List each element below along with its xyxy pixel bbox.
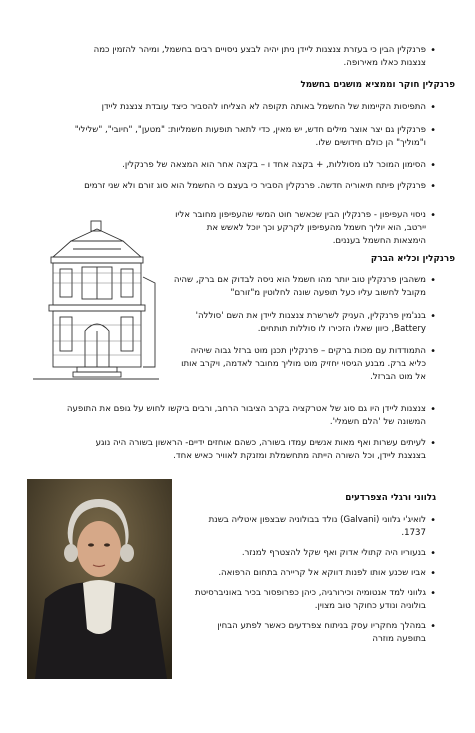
list-item: • בנג'מין פרנקלין, העניק לשרשרת צנצנות ליידן את השם 'סוללה' Battery, כיוון שאלו הזכירו לו סוללות תותחים. [172,310,436,336]
list-item: • התמודדות עם מכות ברקים – פרנקלין תכנן מוט ברזל גבוה שיהיה כליא ברק. מבנע הגיסוי יחזיק מוט מוליך מחובר לאדמה, ויקרב אותו אל מוט הברזל. [172,345,436,384]
section-heading-galvani: גלווני ורגלי הצפרדעים [345,493,436,503]
list-item: • צנצנות ליידן היו גם סוג של אטרקציה בקרב הציבור הרחב, ורבים ביקשו לחוש על גופם את התופעה המשונה של 'הלם חשמלי'. [66,403,436,429]
galvani-portrait [27,479,172,679]
intro-section [66,44,436,70]
section-heading-lightning: פרנקלין וכליא הברק [370,254,455,264]
list-item: • לעיתים עשרות ואף מאות אנשים עמדו בשורה, כשהם אוחזים ידיים- הראשון בשורה היה נוגע בצנצנת ליידן, וכל השורה הייתה מתחשמלת ומזנקת לאוויר כאיש אחד. [66,437,436,463]
list-item: • בנעוריו היה קתולי אדוק ואף שקל להצטרף למנזר. [186,547,436,560]
list-item: • התפיסות הקיימות של החשמל באותה תקופה לא הצליחו להסביר כיצד עובדת צנצנת ליידן [66,101,436,114]
section2-list-b [66,403,436,463]
list-item: • פרנקלין פיתח תיאוריה חדשה. פרנקלין הסביר כי בעצם כי החשמל הוא סוג זורם ולא שני זרמים [66,180,436,193]
section3-list [186,514,436,646]
list-item: • ניסוי העפיפון - פרנקלין הבין שכאשר חוט המשי שהעפיפון מחובר אליו יירטב, הוא יוליך חשמל מהעפיפון לקרקע וכך יוכל לאשש את הימצאות החשמל בעננים. [172,209,436,248]
list-item: • לואיג'י גלווני (Galvani) נולד בבולוניה שבצפון איטליה בשנת 1737. [186,514,436,540]
list-item: • פרנקלין גם יצר אוצר מילים חדש, יש מאין, כדי לתאר תופעות חשמליות: "מטען", "חיובי", "שלילי" ו"מוליך" הן כולם חידושים שלו. [66,124,436,150]
building-illustration [13,207,163,403]
list-item: • משהבין פרנקלין טוב יותר מהו חשמל הוא ניסה לבדוק אם ברק, שהיה מקובל לחשוב עליו כעל תופעה שונה לחלוטין מ"זורם" [172,274,436,300]
list-item: • אביו שכנע אותו לפנות דווקא אל קריירה בתחום הרפואה. [186,567,436,580]
section1-list [66,101,436,193]
list-item: • פרנקלין הבין כי בעזרת צנצנות ליידן ניתן יהיה לבצע ניסויים רבים בחשמל, ומיהר להזמין כמה צנצנות כאלו מאירופה. [66,44,436,70]
section2-list-a [172,274,436,384]
section-heading-research: פרנקלין חוקר וממציא מושגים בחשמל [300,80,455,90]
list-item: • הסימון המוכר לנו מסוללות, + בקצה אחד ו – בקצה אחר הוא המצאה של פרנקלין. [66,159,436,172]
list-item: • במהלך מחקריו עסק בניתוח צפרדעים כאשר לפתע הבחין בתופעה מוזרה [186,620,436,646]
kite-item [172,209,436,248]
portrait-drawing [27,479,172,679]
building-drawing [13,207,163,403]
list-item: • גלווני למד אנטומיה וכירורגיה, כיהן כפרופסור בכיר באוניברסיטת בולוניה ונודע כחוקר טוב מצוין. [186,587,436,613]
